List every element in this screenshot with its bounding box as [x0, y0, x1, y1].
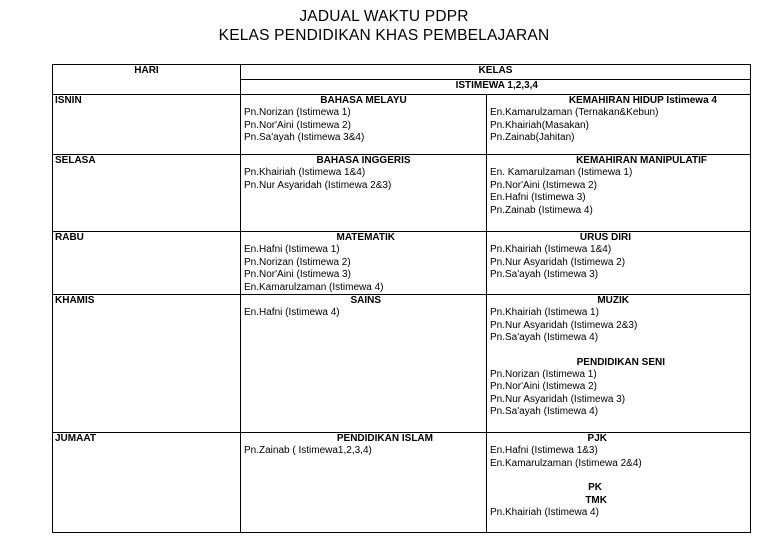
teacher-line: Pn.Khairiah (Istimewa 4) [490, 507, 599, 519]
teacher-line: Pn.Norizan (Istimewa 1) [244, 107, 351, 119]
teacher-line: Pn.Nur Asyaridah (Istimewa 2&3) [244, 179, 392, 191]
teacher-line: Pn.Nor'Aini (Istimewa 2) [244, 119, 351, 131]
subject-cell [241, 433, 487, 533]
teacher-line: Pn.Sa'ayah (Istimewa 4) [490, 332, 599, 344]
subject-cell [487, 155, 751, 232]
teacher-line: Pn.Norizan (Istimewa 2) [244, 256, 351, 268]
subject-title: KEMAHIRAN HIDUP Istimewa 4 [568, 95, 717, 106]
teacher-line: Pn.Sa'ayah (Istimewa 4) [490, 406, 599, 418]
table-row-jumaat [53, 433, 751, 533]
subject-title: KEMAHIRAN MANIPULATIF [576, 155, 707, 166]
subject-cell [487, 295, 751, 433]
subject-title: URUS DIRI [579, 232, 631, 243]
subject-title: MATEMATIK [336, 232, 395, 243]
table-row-rabu [53, 232, 751, 295]
header-istimewa: ISTIMEWA 1,2,3,4 [241, 80, 751, 95]
teacher-line: En.Kamarulzaman (Istimewa 2&4) [490, 457, 642, 469]
subject-title: BAHASA MELAYU [320, 95, 407, 106]
teacher-line: Pn.Khairiah (Istimewa 1&4) [490, 244, 612, 256]
header-hari: HARI [53, 65, 241, 95]
subject-cell [487, 433, 751, 533]
subject-title: PJK [587, 433, 607, 445]
document-title: JADUAL WAKTU PDPR [299, 8, 469, 25]
teacher-line: Pn.Zainab ( Istimewa1,2,3,4) [244, 445, 372, 457]
table-row-selasa [53, 155, 751, 232]
day-cell-rabu: RABU [53, 232, 241, 295]
subject-cell [487, 95, 751, 155]
subject-title: PENDIDIKAN SENI [576, 356, 665, 368]
timetable [52, 64, 751, 533]
header-kelas: KELAS [241, 65, 751, 80]
day-cell-selasa: SELASA [53, 155, 241, 232]
teacher-line: Pn.Khairiah(Masakan) [490, 119, 589, 131]
teacher-line: En.Kamarulzaman (Istimewa 4) [244, 281, 384, 293]
day-cell-jumaat: JUMAAT [53, 433, 241, 533]
table-row-isnin [53, 95, 751, 155]
subject-title: BAHASA INGGERIS [316, 155, 411, 166]
teacher-line: Pn.Nur Asyaridah (Istimewa 2&3) [490, 319, 638, 331]
teacher-line: En.Kamarulzaman (Ternakan&Kebun) [490, 107, 659, 119]
subject-title: TMK [585, 494, 607, 506]
header-row [53, 65, 751, 80]
teacher-line: Pn.Zainab(Jahitan) [490, 132, 575, 144]
table-row-khamis [53, 295, 751, 433]
teacher-line: Pn.Khairiah (Istimewa 1) [490, 307, 599, 319]
teacher-line: En. Kamarulzaman (Istimewa 1) [490, 167, 633, 179]
subject-title: MUZIK [597, 295, 629, 307]
teacher-line: Pn.Nor'Aini (Istimewa 2) [490, 179, 597, 191]
teacher-line: Pn.Nur Asyaridah (Istimewa 3) [490, 393, 626, 405]
day-cell-khamis: KHAMIS [53, 295, 241, 433]
teacher-line: Pn.Sa'ayah (Istimewa 3) [490, 269, 599, 281]
teacher-line: Pn.Nur Asyaridah (Istimewa 2) [490, 256, 626, 268]
teacher-line: En.Hafni (Istimewa 3) [490, 192, 586, 204]
teacher-line: Pn.Nor'Aini (Istimewa 2) [490, 381, 597, 393]
teacher-line: En.Hafni (Istimewa 4) [244, 307, 340, 319]
subject-cell [241, 95, 487, 155]
teacher-line: Pn.Nor'Aini (Istimewa 3) [244, 269, 351, 281]
subject-title: PENDIDIKAN ISLAM [336, 433, 433, 445]
day-cell-isnin: ISNIN [53, 95, 241, 155]
subject-cell [241, 295, 487, 433]
subject-cell [241, 232, 487, 295]
document-subtitle: KELAS PENDIDIKAN KHAS PEMBELAJARAN [218, 27, 550, 44]
teacher-line: Pn.Sa'ayah (Istimewa 3&4) [244, 132, 365, 144]
teacher-line: En.Hafni (Istimewa 1) [244, 244, 340, 256]
subject-title: SAINS [350, 295, 381, 307]
teacher-line: Pn.Khairiah (Istimewa 1&4) [244, 167, 366, 179]
subject-title: PK [588, 482, 602, 494]
spacer [490, 345, 747, 357]
spacer [490, 470, 747, 482]
subject-cell [241, 155, 487, 232]
teacher-line: Pn.Norizan (Istimewa 1) [490, 369, 597, 381]
teacher-line: En.Hafni (Istimewa 1&3) [490, 445, 598, 457]
teacher-line: Pn.Zainab (Istimewa 4) [490, 204, 593, 216]
subject-cell [487, 232, 751, 295]
